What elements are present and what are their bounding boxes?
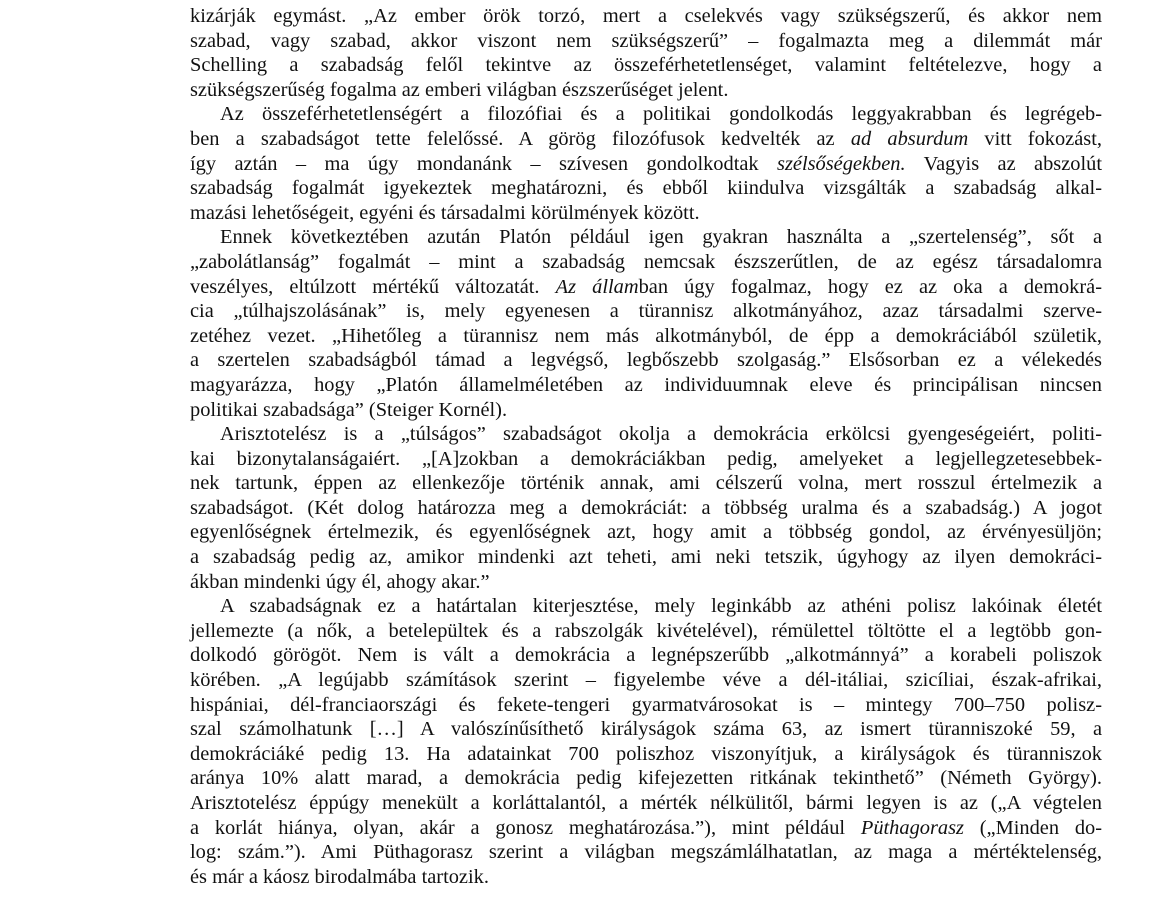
text-run: Vagyis az abszolút [905, 152, 1103, 175]
text-line [190, 471, 1102, 496]
text-line [190, 496, 1102, 521]
text-line [190, 250, 1102, 275]
paragraph [190, 225, 1102, 422]
text-run: ákban mindenki úgy él, ahogy akar.” [190, 570, 490, 593]
text-run: mazási lehetőségeit, egyéni és társadalmi körülmények között. [190, 201, 700, 224]
text-run: egyenlőségnek értelmezik, és egyenlőségnek azt, hogy amit a többség gondol, az érvényesüljön; [190, 521, 1102, 544]
text-run: és már a káosz birodalmába tartozik. [190, 865, 489, 888]
text-run: körében. „A legújabb számítások szerint – figyelembe véve a dél-itáliai, szicíliai, észak-afrikai, [190, 669, 1102, 692]
italic-text: szélsőségekben. [777, 152, 906, 175]
text-run: kizárják egymást. „Az ember örök torzó, mert a cselekvés vagy szükségszerű, és akkor nem [190, 5, 1102, 27]
text-line [190, 594, 1102, 619]
paragraph [190, 102, 1102, 225]
text-line [190, 152, 1102, 177]
text-line [190, 619, 1102, 644]
text-line [190, 693, 1102, 718]
paragraph [190, 4, 1102, 102]
text-line [190, 225, 1102, 250]
text-run: a szertelen szabadságból támad a legvégső, legbőszebb szolgaság.” Elsősorban ez a vélekedés [190, 349, 1102, 372]
text-line [190, 545, 1102, 570]
paragraph [190, 594, 1102, 889]
document-body [190, 4, 1102, 889]
text-line [190, 422, 1102, 447]
text-run: vitt fokozást, [968, 127, 1102, 150]
paragraph [190, 422, 1102, 594]
text-line [190, 742, 1102, 767]
text-run: ban úgy fogalmaz, hogy ez az oka a demokrá- [638, 275, 1103, 298]
text-line [190, 520, 1102, 545]
text-run: „zabolátlanság” fogalmát – mint a szabadság nemcsak észszerűtlen, de az egész társadalomra [190, 250, 1102, 273]
text-run: politikai szabadsága” (Steiger Kornél). [190, 398, 508, 421]
text-run: nek tartunk, éppen az ellenkezője történik annak, ami célszerű volna, mert rosszul értelmezik a [190, 472, 1102, 495]
text-run: dolkodó görögöt. Nem is vált a demokrácia a legnépszerűbb „alkotmánnyá” a korabeli poliszok [190, 644, 1102, 667]
text-run: cia „túlhajszolásának” is, mely egyenesen a türannisz alkotmányához, azaz társadalmi szerve- [190, 300, 1102, 323]
text-run: szabadság fogalmát igyekeztek meghatározni, és ebből kiindulva vizsgálták a szabadság alkal- [190, 177, 1102, 200]
italic-text: Az állam [555, 275, 639, 298]
text-run: Arisztotelész éppúgy menekült a korláttalantól, a mérték nélkülitől, bármi legyen is az („A végtelen [190, 792, 1102, 814]
text-line [190, 717, 1102, 742]
text-run: így aztán – ma úgy mondanánk – szívesen gondolkodtak [190, 152, 778, 175]
text-run: szükségszerűség fogalma az emberi világban észszerűséget jelent. [190, 78, 729, 101]
text-run: magyarázza, hogy „Platón államelméletében az individuumnak eleve és principálisan nincsen [190, 373, 1102, 396]
text-line [190, 668, 1102, 693]
text-line [190, 127, 1102, 152]
text-line [190, 570, 1102, 595]
text-line [190, 840, 1102, 865]
text-run: a szabadság pedig az, amikor mindenki azt teheti, ami neki tetszik, úgyhogy az ilyen demokráci- [190, 546, 1102, 569]
text-run: ben a szabadságot tette felelőssé. A görög filozófusok kedvelték az [190, 127, 851, 150]
text-line [190, 348, 1102, 373]
text-line [190, 324, 1102, 349]
text-line [190, 201, 1102, 226]
text-line [190, 816, 1102, 841]
text-run: aránya 10% alatt marad, a demokrácia pedig kifejezetten ritkának tekinthető” (Németh György). [190, 767, 1102, 790]
text-run: („Minden do- [963, 816, 1103, 839]
text-line [190, 766, 1102, 791]
text-line [190, 29, 1102, 54]
text-run: hispániai, dél-franciaországi és fekete-tengeri gyarmatvárosokat is – mintegy 700–750 polisz- [190, 693, 1102, 716]
text-line [190, 102, 1102, 127]
text-run: kai bizonytalanságaiért. „[A]zokban a demokráciákban pedig, amelyeket a legjellegzetesebbek- [190, 447, 1102, 470]
text-run: szal számolhatunk […] A valószínűsíthető királyságok száma 63, az ismert türanniszoké 59, a [190, 718, 1102, 741]
text-run: Schelling a szabadság felől tekintve az összeférhetetlenséget, valamint feltételezve, hogy a [190, 54, 1102, 77]
italic-text: ad absurdum [850, 127, 969, 150]
text-run: szabad, vagy szabad, akkor viszont nem szükségszerű” – fogalmazta meg a dilemmát már [190, 29, 1102, 52]
text-run: jellemezte (a nők, a betelepültek és a rabszolgák kivételével), rémülettel töltötte el a legtöbb gon- [190, 619, 1102, 642]
text-run: Az összeférhetetlenségért a filozófiai és a politikai gondolkodás leggyakrabban és legrégeb- [220, 103, 1102, 126]
text-line [190, 4, 1102, 29]
text-run: zetéhez vezet. „Hihetőleg a türannisz nem más alkotmányból, de épp a demokráciából születik, [190, 324, 1102, 347]
text-line [190, 643, 1102, 668]
text-run: Arisztotelész is a „túlságos” szabadságot okolja a demokrácia erkölcsi gyengeségeiért, politi- [220, 423, 1102, 446]
text-line [190, 275, 1102, 300]
text-line [190, 53, 1102, 78]
text-line [190, 299, 1102, 324]
text-line [190, 791, 1102, 816]
text-run: A szabadságnak ez a határtalan kiterjesztése, mely leginkább az athéni polisz lakóinak életét [220, 595, 1102, 618]
text-run: a korlát hiánya, olyan, akár a gonosz meghatározása.”), mint például [190, 816, 861, 839]
text-run: log: szám.”). Ami Püthagorasz szerint a világban megszámlálhatatlan, az maga a mértéktelenség, [190, 841, 1102, 864]
italic-text: Püthagorasz [860, 816, 964, 839]
text-line [190, 865, 1102, 890]
text-line [190, 176, 1102, 201]
text-run: szabadságot. (Két dolog határozza meg a demokráciát: a többség uralma és a szabadság.) A jogot [190, 496, 1102, 519]
text-run: demokráciáké pedig 13. Ha adatainkat 700 poliszhoz viszonyítjuk, a királyságok és türanniszok [190, 742, 1102, 765]
text-line [190, 447, 1102, 472]
text-run: veszélyes, eltúlzott mértékű változatát. [190, 275, 556, 298]
text-line [190, 398, 1102, 423]
text-line [190, 373, 1102, 398]
text-line [190, 78, 1102, 103]
text-run: Ennek következtében azután Platón például igen gyakran használta a „szertelenség”, sőt a [220, 226, 1102, 249]
